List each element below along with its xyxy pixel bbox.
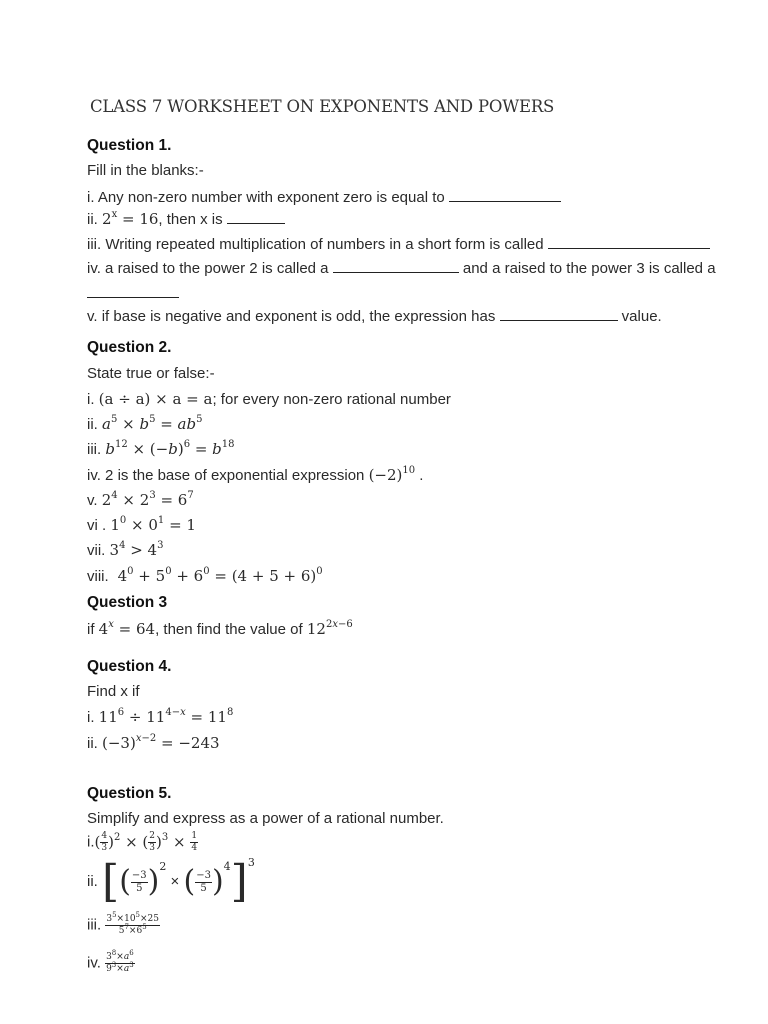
q2-viii-label: viii. <box>87 568 109 585</box>
answer-blank <box>87 283 179 298</box>
q4-i-math: $11^6 \div 11^{4-x} = 11^8$ <box>98 707 234 726</box>
answer-blank <box>500 306 618 321</box>
math-rest: = 16 <box>121 210 159 228</box>
q4-item-ii <box>87 734 220 752</box>
q1-v-text-b: value. <box>621 308 662 325</box>
q1-iii-text: iii. Writing repeated multiplication of numbers in a short form is called <box>87 236 544 253</box>
q2-item-viii <box>87 567 323 585</box>
q1-item-v <box>87 306 662 325</box>
q2-ii-math: $a^5 \times b^5 = ab^5$ <box>102 414 203 433</box>
q4-ii-label: ii. <box>87 735 98 752</box>
q1-ii-math <box>102 210 158 228</box>
q5-ii-label: ii. <box>87 873 98 890</box>
q1-v-text-a: v. if base is negative and exponent is odd, the expression has <box>87 308 496 325</box>
q5-item-iii <box>87 911 160 936</box>
q5-heading: Question 5. <box>87 785 172 802</box>
q4-heading: Question 4. <box>87 658 172 675</box>
q2-item-i <box>87 390 451 408</box>
q2-vii-math: $3^4 > 4^3$ <box>109 540 164 559</box>
q2-item-vii <box>87 541 163 559</box>
q1-ii-post: , then x is <box>158 211 223 228</box>
q3-math-a: $4^x = 64$ <box>98 619 156 638</box>
q2-item-v <box>87 491 194 509</box>
q2-heading: Question 2. <box>87 339 172 356</box>
page-title: CLASS 7 WORKSHEET ON EXPONENTS AND POWERS <box>90 97 555 116</box>
q3-heading: Question 3 <box>87 594 168 611</box>
q2-iv-math <box>369 466 416 484</box>
q2-vii-label: vii. <box>87 542 106 559</box>
q2-viii-math: $4^0 + 5^0 + 6^0 = (4 + 5 + 6)^0$ <box>112 566 323 585</box>
q2-iv-post: . <box>419 467 424 484</box>
q2-item-iv <box>87 466 423 484</box>
q5-iv-math: $\frac{3^8\times a^6}{9^3\times a^3}$ <box>106 949 134 974</box>
q1-iv-text-a: iv. a raised to the power 2 is called a <box>87 260 329 277</box>
q3-math-b: $12^{2x-6}$ <box>306 619 353 638</box>
q1-ii-label: ii. <box>87 211 98 228</box>
q1-instruction: Fill in the blanks:- <box>87 162 204 179</box>
q4-i-label: i. <box>87 709 95 726</box>
q2-vi-label: vi . <box>87 517 107 534</box>
answer-blank <box>227 209 285 224</box>
math-exponent: x <box>111 209 118 220</box>
q2-ii-label: ii. <box>87 416 98 433</box>
q5-ii-math: [( $\frac{-3}{5}$ )$^2$ × ( $\frac{-3}{5}$ )$^4$]$^3$ <box>102 856 255 908</box>
q2-instruction: State true or false:- <box>87 365 215 382</box>
q2-item-iii <box>87 440 235 458</box>
answer-blank <box>548 234 710 249</box>
q1-item-i <box>87 187 561 206</box>
q1-iv-continued <box>87 283 179 302</box>
q1-i-text: i. Any non-zero number with exponent zero is equal to <box>87 189 445 206</box>
q2-vi-math: $1^0 \times 0^1 = 1$ <box>110 515 196 534</box>
q2-item-ii <box>87 415 202 433</box>
q1-item-ii <box>87 209 285 228</box>
q5-instruction: Simplify and express as a power of a rational number. <box>87 810 444 827</box>
q2-iii-math: $b^{12} \times (-b)^6 = b^{18}$ <box>105 439 235 458</box>
q2-v-math: $2^4 \times 2^3 = 6^7$ <box>101 490 194 509</box>
q4-item-i <box>87 708 233 726</box>
answer-blank <box>449 187 561 202</box>
q2-iv-text: iv. 2 is the base of exponential expression <box>87 467 365 484</box>
q5-i-label: i. <box>87 833 95 851</box>
q3-item <box>87 620 353 638</box>
q2-i-post: ; for every non-zero rational number <box>212 391 451 408</box>
q2-v-label: v. <box>87 492 98 509</box>
q4-instruction: Find x if <box>87 683 140 700</box>
q1-heading: Question 1. <box>87 137 172 154</box>
q2-iii-label: iii. <box>87 441 102 458</box>
q5-i-math: ( $\frac{4}{3}$ )$^2$ × ( $\frac{2}{3}$ )$^3$ × $\frac{1}{4}$ <box>94 831 198 853</box>
q2-i-label: i. <box>87 391 95 408</box>
q5-iii-label: iii. <box>87 916 102 934</box>
q1-item-iii <box>87 234 710 253</box>
q3-text-mid: , then find the value of <box>155 621 303 638</box>
math-base: 2 <box>102 210 112 228</box>
q2-item-vi <box>87 516 196 534</box>
math-base: (−2) <box>368 466 403 484</box>
q5-item-i <box>87 832 198 853</box>
q1-iv-text-b: and a raised to the power 3 is called a <box>462 260 716 277</box>
q5-iii-math: $\frac{3^5\times 10^5\times 25}{5^7\times 6^5}$ <box>106 911 160 936</box>
q5-iv-label: iv. <box>87 954 101 972</box>
q3-text-pre: if <box>87 621 95 638</box>
q4-ii-math: $(-3)^{x-2} = -243$ <box>102 733 220 752</box>
answer-blank <box>333 258 459 273</box>
q5-item-ii <box>87 856 255 908</box>
q5-item-iv <box>87 949 135 974</box>
q1-item-iv <box>87 258 716 277</box>
q2-i-math: (a ÷ a) × a = a <box>98 390 213 408</box>
math-exponent: 10 <box>402 465 416 476</box>
